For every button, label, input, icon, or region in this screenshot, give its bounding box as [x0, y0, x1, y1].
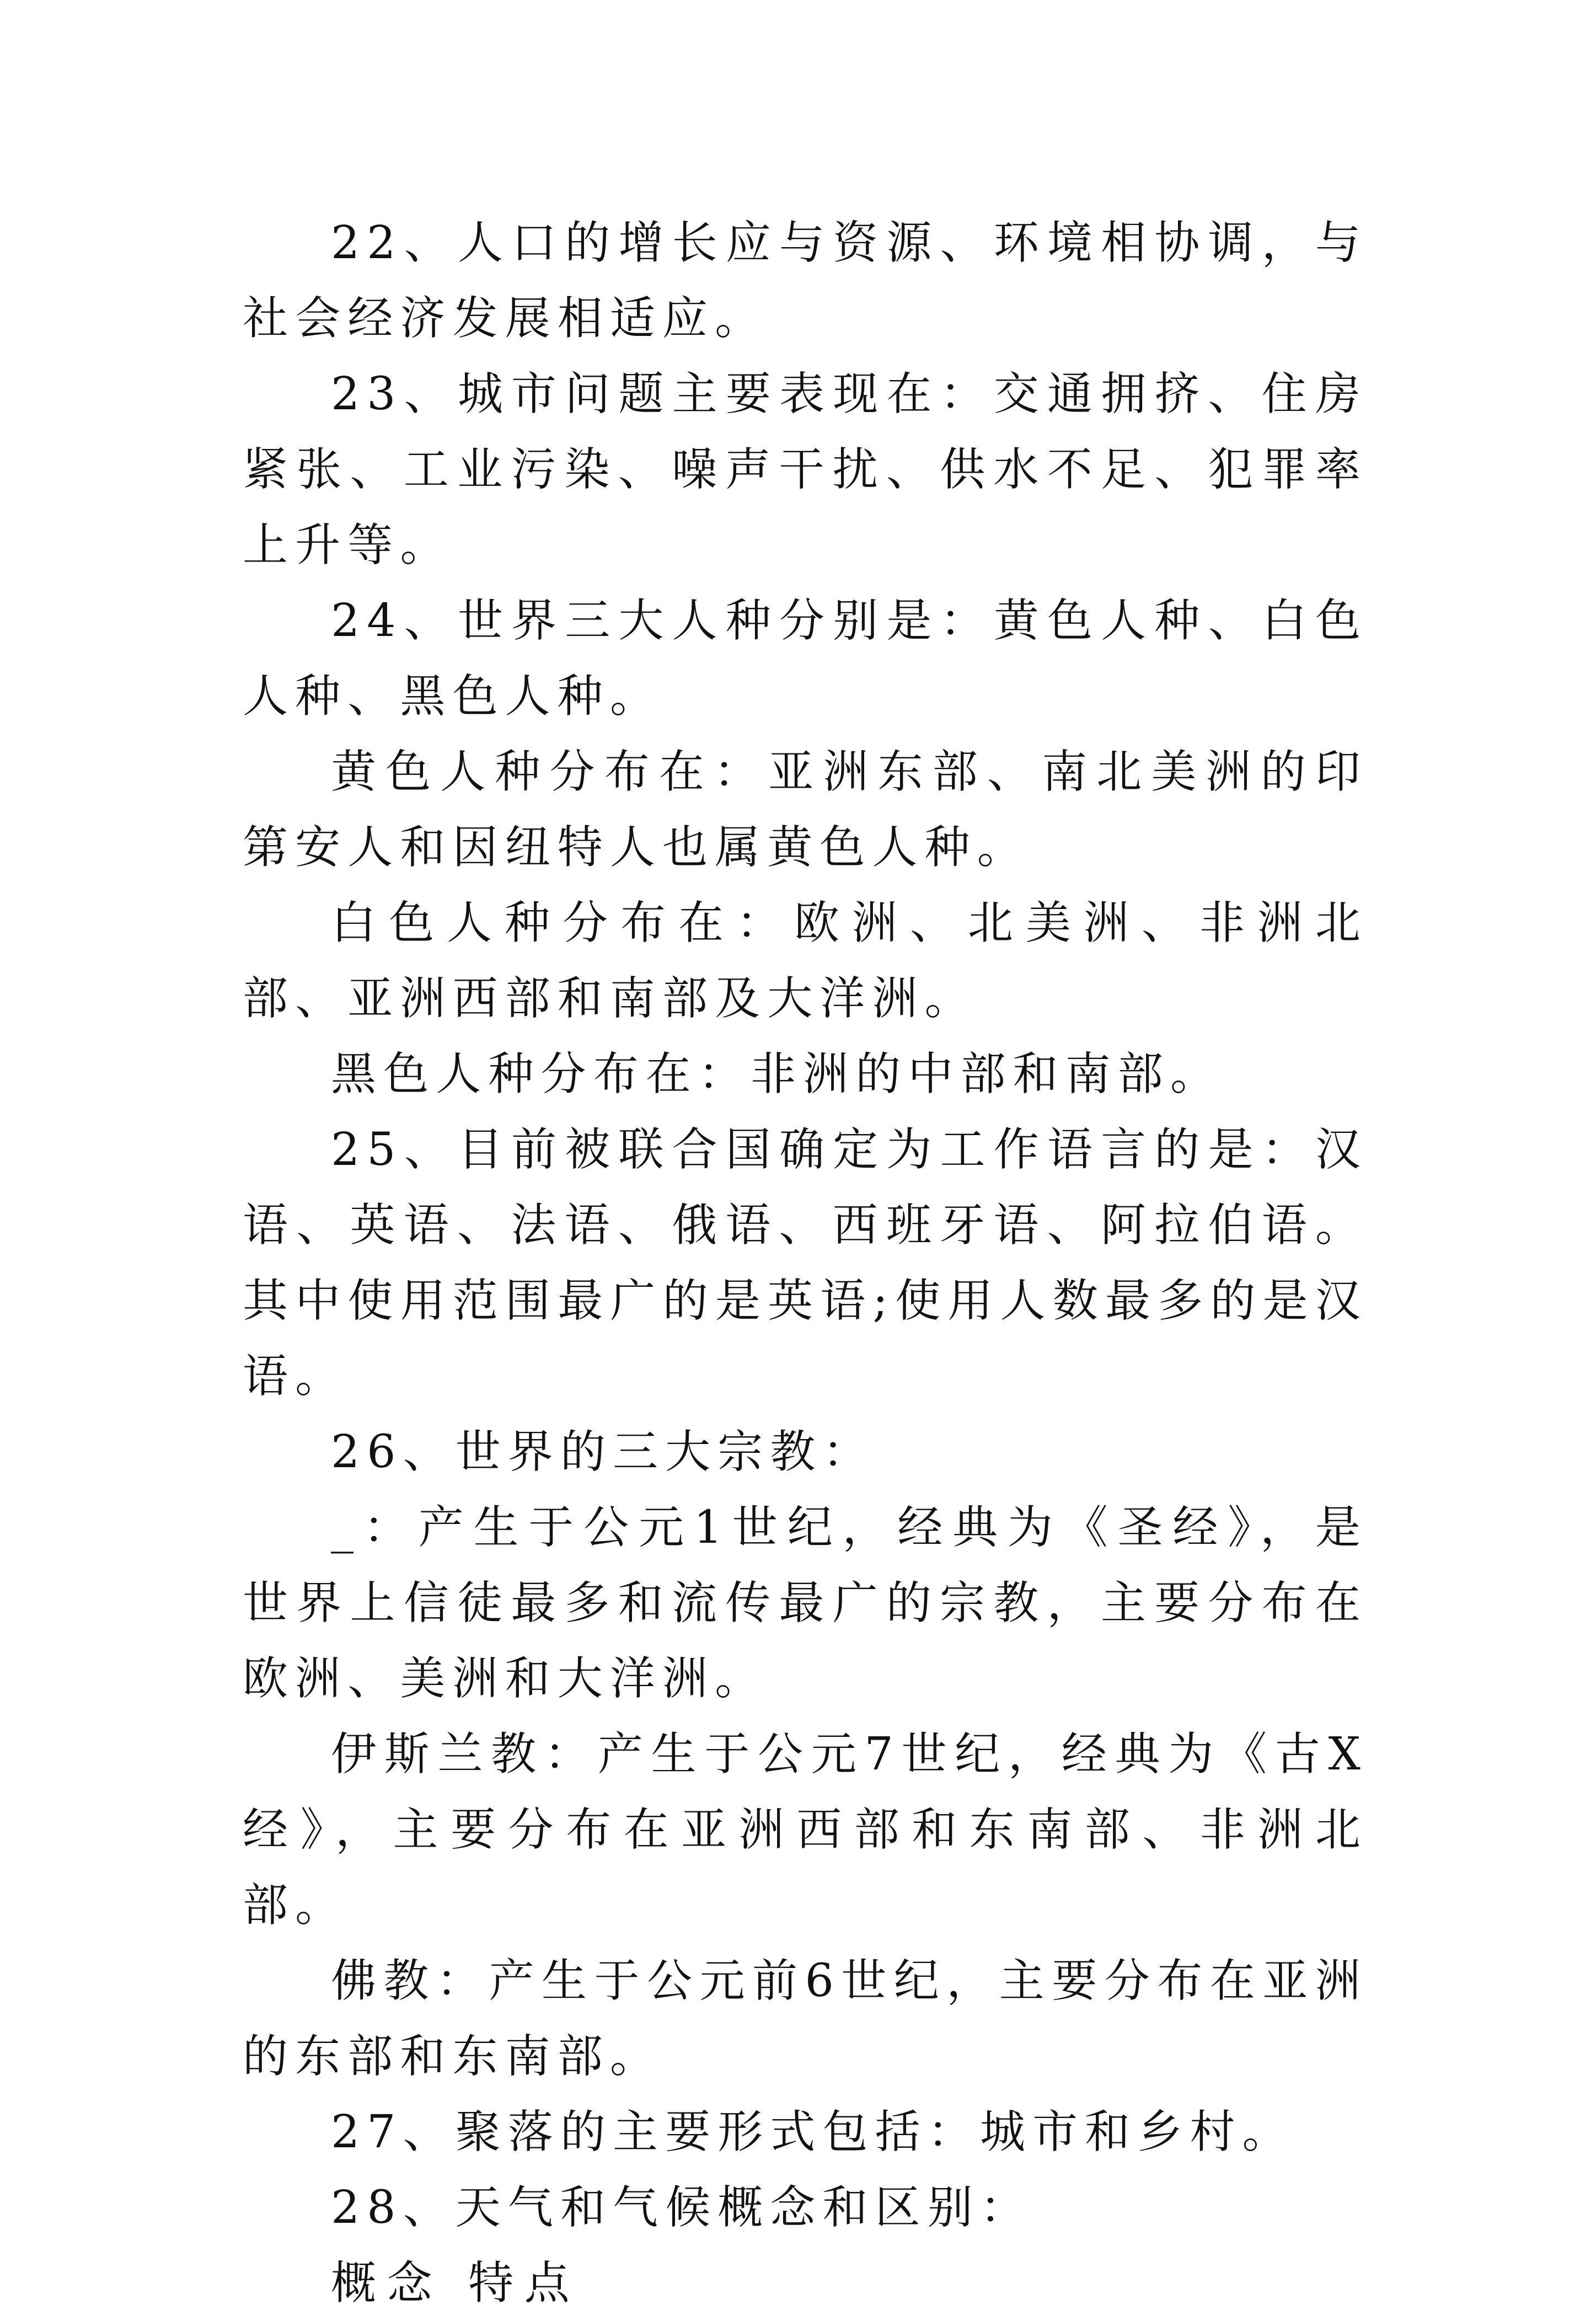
paragraph-22: 22、人口的增长应与资源、环境相协调，与社会经济发展相适应。 — [243, 217, 1368, 345]
paragraph-24: 24、世界三大人种分别是：黄色人种、白色人种、黑色人种。 — [243, 595, 1368, 723]
paragraph-27: 27、聚落的主要形式包括：城市和乡村。 — [331, 2106, 1295, 2158]
paragraph-28: 28、天气和气候概念和区别： — [331, 2181, 1033, 2234]
paragraph-white-race: 白色人种分布在：欧洲、北美洲、非洲北部、亚洲西部和南部及大洋洲。 — [243, 897, 1368, 1025]
paragraph-26: 26、世界的三大宗教： — [331, 1426, 875, 1478]
paragraph-yellow-race: 黄色人种分布在：亚洲东部、南北美洲的印第安人和因纽特人也属黄色人种。 — [243, 746, 1368, 874]
paragraph-christianity: _：产生于公元1世纪，经典为《圣经》，是世界上信徒最多和流传最广的宗教，主要分布在欧洲、美洲和大洋洲。 — [243, 1501, 1368, 1705]
document-body — [243, 205, 1368, 2321]
paragraph-black-race: 黑色人种分布在：非洲的中部和南部。 — [331, 1048, 1223, 1100]
paragraph-23: 23、城市问题主要表现在：交通拥挤、住房紧张、工业污染、噪声干扰、供水不足、犯罪率上升等。 — [243, 368, 1368, 571]
paragraph-concept-feature: 概念 特点 — [331, 2257, 581, 2309]
paragraph-25: 25、目前被联合国确定为工作语言的是：汉语、英语、法语、俄语、西班牙语、阿拉伯语。其中使用范围最广的是英语;使用人数最多的是汉语。 — [243, 1124, 1368, 1403]
paragraph-islam: 伊斯兰教：产生于公元7世纪，经典为《古X经》，主要分布在亚洲西部和东南部、非洲北部。 — [243, 1728, 1368, 1932]
paragraph-buddhism: 佛教：产生于公元前6世纪，主要分布在亚洲的东部和东南部。 — [243, 1955, 1368, 2083]
